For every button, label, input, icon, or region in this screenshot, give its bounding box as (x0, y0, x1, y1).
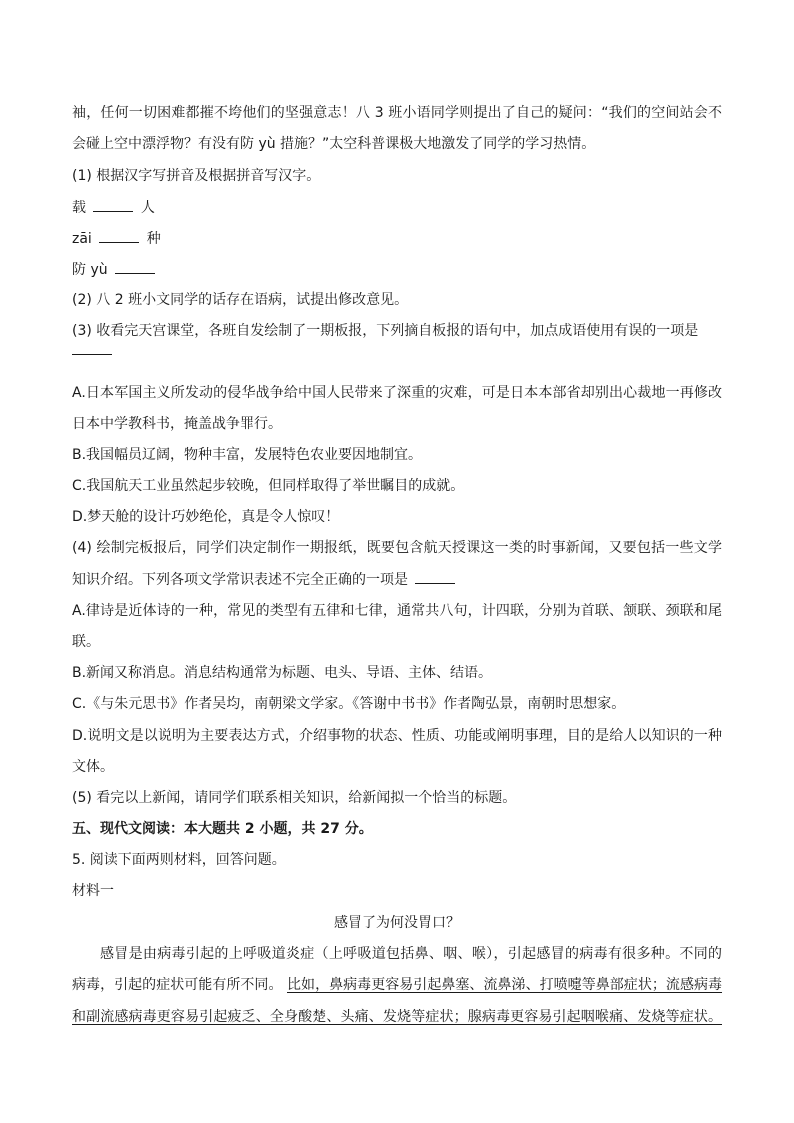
question-1b-suffix: 种 (146, 231, 161, 247)
question-1b-prefix: zāi (72, 231, 92, 247)
option-4d: D.说明文是以说明为主要表达方式，介绍事物的状态、性质、功能或阐明事理，目的是给人以知识的一种 (72, 728, 722, 744)
question-1a (72, 197, 722, 218)
item-5: 5. 阅读下面两则材料，回答问题。 (72, 852, 286, 868)
question-4-text: 知识介绍。下列各项文学常识表述不完全正确的一项是 (72, 572, 408, 588)
answer-blank (93, 197, 133, 212)
question-4: (4) 绘制完板报后，同学们决定制作一期报纸，既要包含航天授课这一类的时事新闻，又要包括一些文学 (72, 540, 722, 556)
option-3a: A.日本军国主义所发动的侵华战争给中国人民带来了深重的灾难，可是日本本部省却别出心裁地一再修改 (72, 385, 722, 401)
paragraph-line: 感冒是由病毒引起的上呼吸道炎症（上呼吸道包括鼻、咽、喉），引起感冒的病毒有很多种。不同的 (100, 946, 722, 962)
paragraph-line (72, 975, 722, 995)
option-4d-cont: 文体。 (72, 759, 114, 775)
question-1a-suffix: 人 (140, 200, 155, 216)
question-1c-prefix: 防 yù (72, 262, 108, 278)
paragraph-line (72, 1007, 722, 1027)
option-4a: A.律诗是近体诗的一种，常见的类型有五律和七律，通常共八句，计四联，分别为首联、颔联、颈联和尾 (72, 603, 722, 619)
text-line: 会碰上空中漂浮物？有没有防 yù 措施？”太空科普课极大地激发了同学的学习热情。 (72, 136, 596, 152)
option-3c: C.我国航天工业虽然起步较晚，但同样取得了举世瞩目的成就。 (72, 478, 465, 494)
option-3b: B.我国幅员辽阔，物种丰富，发展特色农业要因地制宜。 (72, 447, 423, 463)
question-3-blank-line (72, 340, 722, 361)
option-3a-cont: 日本中学教科书，掩盖战争罪行。 (72, 416, 282, 432)
answer-blank (72, 340, 112, 355)
option-4c: C.《与朱元思书》作者吴均，南朝梁文学家。《答谢中书书》作者陶弘景，南朝时思想家。 (72, 696, 626, 712)
question-1c (72, 259, 722, 280)
option-4a-cont: 联。 (72, 634, 100, 650)
answer-blank (99, 228, 139, 243)
option-3d: D.梦天舱的设计巧妙绝伦，真是令人惊叹！ (72, 509, 340, 525)
underlined-text: 比如，鼻病毒更容易引起鼻塞、流鼻涕、打喷嚏等鼻部症状；流感病毒 (287, 977, 723, 993)
section-heading: 五、现代文阅读：本大题共 2 小题，共 27 分。 (72, 821, 373, 837)
article-title: 感冒了为何没胃口？ (334, 915, 460, 931)
question-1b (72, 228, 722, 249)
question-5: (5) 看完以上新闻，请同学们联系相关知识，给新闻拟一个恰当的标题。 (72, 790, 517, 806)
text-line: 袖，任何一切困难都摧不垮他们的坚强意志！八 3 班小语同学则提出了自己的疑问：“我们的空间站会不 (72, 105, 722, 121)
question-2: (2) 八 2 班小文同学的话存在语病，试提出修改意见。 (72, 292, 409, 308)
material-label: 材料一 (72, 883, 114, 899)
answer-blank (115, 259, 155, 274)
answer-blank (415, 569, 455, 584)
underlined-text: 和副流感病毒更容易引起疲乏、全身酸楚、头痛、发烧等症状；腺病毒更容易引起咽喉痛、发烧等症状。 (72, 1009, 722, 1025)
option-4b: B.新闻又称消息。消息结构通常为标题、电头、导语、主体、结语。 (72, 665, 493, 681)
question-4-cont (72, 569, 722, 590)
paragraph-text: 病毒，引起的症状可能有所不同。 (72, 977, 283, 993)
question-3: (3) 收看完天宫课堂，各班自发绘制了一期板报，下列摘自板报的语句中，加点成语使用有误的一项是 (72, 323, 699, 339)
question-1a-prefix: 载 (72, 200, 86, 216)
question-1: (1) 根据汉字写拼音及根据拼音写汉字。 (72, 168, 321, 184)
